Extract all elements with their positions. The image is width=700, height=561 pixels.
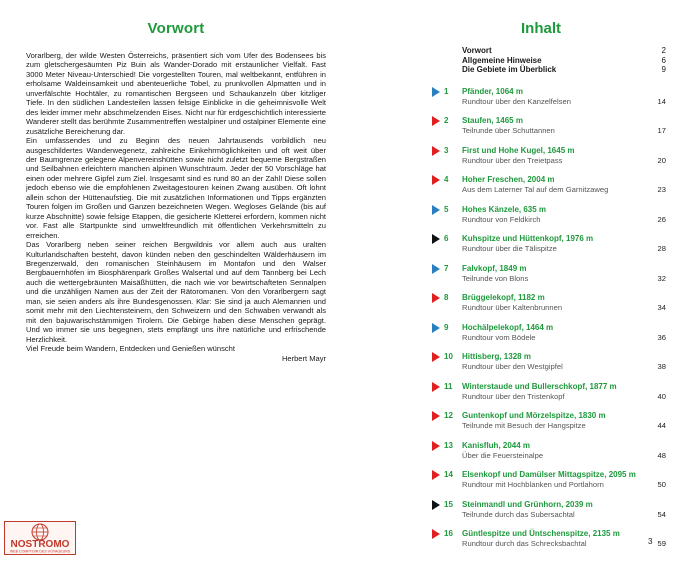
toc-entry-allgemeine-hinweise[interactable] [432,56,666,66]
tour-description: Über die Feuersteinalpe [462,450,544,460]
toc-entry-vorwort[interactable] [432,46,666,56]
tour-marker-blue-icon [432,264,440,274]
tour-marker-red-icon [432,293,440,303]
tour-altitude: 1064 m [495,86,523,96]
tour-altitude: 1976 m [566,234,594,243]
tour-page: 34 [657,303,666,312]
toc-entry-label: Vorwort [462,46,492,55]
tour-altitude: 1328 m [503,352,531,361]
tour-marker-red-icon [432,470,440,480]
tour-marker-red-icon [432,529,440,539]
toc-entry-page: 9 [661,65,666,74]
toc-entry-label: Die Gebiete im Überblick [462,65,557,74]
tour-number: 14 [444,470,453,479]
toc-tour-entry[interactable] [432,292,666,322]
tour-description: Rundtour vom Bödele [462,332,536,342]
tour-marker-red-icon [432,411,440,421]
tour-page: 50 [657,480,666,489]
tour-altitude: 2044 m [502,440,531,450]
tour-name: Hittisberg [462,352,500,361]
tour-number: 6 [444,234,449,243]
tour-name: Pfänder [462,86,492,96]
tour-marker-red-icon [432,175,440,185]
tour-altitude: 2004 m [527,175,555,184]
toc-tour-entry[interactable] [432,86,666,116]
tour-page: 20 [657,155,666,165]
logo-tagline: WEB COMPTOIR DES VOYAGEURS [9,549,71,554]
tour-name: Elsenkopf und Damülser Mittagspitze [462,470,605,479]
tour-page: 26 [657,214,666,224]
vorwort-body [26,51,326,354]
author-signature: Herbert Mayr [281,353,326,363]
tour-number: 5 [444,204,449,214]
tour-description: Rundtour über den Tristenkopf [462,391,565,401]
tour-name: Hoher Freschen [462,175,523,184]
tour-name: Kuhspitze und Hüttenkopf [462,234,562,243]
tour-marker-red-icon [432,146,440,156]
tour-description: Rundtour von Feldkirch [462,214,541,224]
tour-altitude: 2039 m [565,499,593,509]
tour-altitude: 1464 m [526,322,554,332]
vorwort-title: Vorwort [147,20,205,37]
globe-logo-icon [5,522,75,554]
tour-altitude: 1645 m [547,145,575,155]
toc-tour-entry[interactable] [432,410,666,440]
tour-altitude: 635 m [523,204,547,214]
toc-entry-page: 6 [661,55,666,65]
tour-page: 14 [657,96,666,106]
tour-description: Teilrunde durch das Subersachtal [462,509,575,519]
tour-title: Güntlespitze und Üntschenspitze, 2135 m [462,529,620,538]
toc-tour-entry[interactable] [432,440,666,470]
tour-altitude: 1877 m [589,381,617,391]
vorwort-column [26,20,326,363]
tour-description: Rundtour durch das Schrecksbachtal [462,539,587,548]
tour-name: Hochälpelekopf [462,322,522,332]
tour-page: 36 [657,332,666,342]
nostromo-logo [4,521,76,555]
toc-tour-entry[interactable] [432,204,666,234]
inhalt-column [432,20,666,558]
tour-title: Guntenkopf und Mörzelspitze, 1830 m [462,411,606,420]
toc-tour-entry[interactable] [432,381,666,411]
tour-name: Brüggelekopf [462,293,514,302]
tour-number: 8 [444,293,449,302]
tour-altitude: 2135 m [592,529,620,538]
toc-tour-entry[interactable] [432,499,666,529]
tour-title: Hoher Freschen, 2004 m [462,175,555,184]
tour-description: Rundtour mit Hochblanken und Portlahorn [462,480,604,489]
logo-wordmark: NOSTROMO [10,539,70,550]
tour-name: Guntenkopf und Mörzelspitze [462,411,574,420]
tour-name: Winterstaude und Bullerschkopf [462,381,586,391]
page-number: 3 [648,537,653,546]
tour-number: 16 [444,529,453,538]
tour-number: 3 [444,145,449,155]
tour-altitude: 1830 m [578,411,606,420]
tour-marker-black-icon [432,234,440,244]
toc-tour-entry[interactable] [432,115,666,145]
tour-number: 15 [444,499,453,509]
vorwort-paragraph: Ein umfassendes und zu Beginn des neuen Jahrtausends vorbildlich neu ausgeschildertes Wanderwegenetz, zahlreiche Einkehrmöglichkeiten und oft weit über der Baumgrenze gelegene Alpenvereinshütten sowie nicht zuletzt bequeme Bergstraßen und Seilbahnen erleichtern manchen alpinen Wunschtraum. Jeder der 50 Vorschläge hat einen oder mehrere Gipfel zum Ziel. Insgesamt sind es rund 80 an der Zahl! Diese sollen jedoch ebenso wie die empfohlenen Zweitagestouren keinen Zwang ausüben. Oft lohnt allein schon der Hüttenaufstieg. Die mit zusätzlichen Informationen und Tipps ergänzten Touren folgen im Großen und Ganzen bezeichneten Wegen. Wegloses Gelände (bis auf kurze Abschnitte) sowie felsige Etappen, die gesicherte Kletterei erfordern, kommen nicht vor. Fast alle Startpunkte sind umweltfreundlich mit öffentlichen Verkehrsmitteln zu erreichen. [26,136,326,240]
tour-page: 44 [657,421,666,430]
tour-marker-blue-icon [432,323,440,333]
tour-name: Falvkopf [462,263,495,273]
tour-description: Rundtour über Kaltenbrunnen [462,303,563,312]
tour-page: 38 [657,362,666,371]
tour-number: 7 [444,263,449,273]
vorwort-closing: Viel Freude beim Wandern, Entdecken und Genießen wünscht [26,344,235,354]
tour-list [432,86,666,558]
tour-title: Kuhspitze und Hüttenkopf, 1976 m [462,234,594,243]
tour-number: 1 [444,86,449,96]
tour-title: Kanisfluh, 2044 m [462,440,531,450]
front-matter-list [432,46,666,75]
tour-description: Aus dem Laterner Tal auf dem Garnitzaweg [462,185,609,194]
tour-page: 48 [657,450,666,460]
tour-description: Rundtour über den Kanzelfelsen [462,96,571,106]
toc-tour-entry[interactable] [432,233,666,263]
tour-title: Winterstaude und Bullerschkopf, 1877 m [462,381,617,391]
tour-name: First und Hohe Kugel [462,145,543,155]
tour-title: Elsenkopf und Damülser Mittagspitze, 2095 m [462,470,636,479]
tour-number: 4 [444,175,449,184]
tour-name: Güntlespitze und Üntschenspitze [462,529,589,538]
tour-number: 12 [444,411,453,420]
toc-tour-entry[interactable] [432,351,666,381]
tour-name: Hohes Känzele [462,204,519,214]
toc-tour-entry[interactable] [432,469,666,499]
tour-description: Teilrunde von Blons [462,273,529,283]
toc-tour-entry[interactable] [432,322,666,352]
toc-entry-page: 2 [661,46,666,55]
tour-title: Hohes Känzele, 635 m [462,204,547,214]
tour-page: 54 [657,509,666,519]
toc-tour-entry[interactable] [432,528,666,558]
tour-marker-black-icon [432,500,440,510]
tour-number: 9 [444,322,449,332]
tour-page: 32 [657,273,666,283]
tour-name: Steinmandl und Grünhorn [462,499,562,509]
tour-title: Steinmandl und Grünhorn, 2039 m [462,499,593,509]
toc-entry-gebiete-ueberblick[interactable] [432,65,666,75]
tour-marker-blue-icon [432,87,440,97]
tour-title: Brüggelekopf, 1182 m [462,293,545,302]
tour-number: 11 [444,381,453,391]
tour-marker-red-icon [432,382,440,392]
tour-title: Hochälpelekopf, 1464 m [462,322,554,332]
toc-tour-entry[interactable] [432,174,666,204]
tour-description: Rundtour über den Treietpass [462,155,563,165]
tour-description: Teilrunde mit Besuch der Hangspitze [462,421,586,430]
tour-description: Rundtour über den Westgipfel [462,362,563,371]
tour-altitude: 1182 m [518,293,545,302]
toc-tour-entry[interactable] [432,145,666,175]
tour-name: Staufen [462,116,492,125]
vorwort-paragraph: Vorarlberg, der wilde Westen Österreichs, präsentiert sich vom Ufer des Bodensees bis zum gletschergesäumten Piz Buin als Wander-Dorado mit erstaunlicher Vielfalt. Fast 3000 Meter Niveau-Unterschied! Die vorgestellten Touren, mal weltbekannt, entführen in erholsame Waldeinsamkeit und abenteuerliche Tobel, zu prunkvollen Alpmatten und in unverfälschte Hochtäler, zu romantischen Bergseen und Schaukanzeln über kitzliger Tiefe. In den südlichen Landesteilen lassen felsige Einblicke in die geheimnisvolle Welt des leider immer mehr abschmelzenden Eises. Nicht nur für erdgeschichtlich interessierte Wanderer stellt das berühmte Zusammentreffen westalpiner und ostalpiner Elemente eine zusätzliche Bereicherung dar. [26,51,326,136]
toc-tour-entry[interactable] [432,263,666,293]
vorwort-paragraph: Das Vorarlberg neben seiner reichen Bergwildnis vor allem auch aus uralten Kulturlandschaften besteht, davon künden neben den geschindelten Wälderhäusern im Bregenzerwald, den romanischen Steinhäusern im Montafon und den Walser Bergbauernhöfen im Biosphärenpark Großes Walsertal und auf dem Tannberg bei Lech auch die wettergebräunten Maisäßhütten, die nach wie vor bewirtschafteten Sennalpen und die unzähligen Namen aus der Zeit der Rätoromanen. Von den Vorarlbergern sagt man, sie seien anders als ihre Bundesgenossen. Klar: Sie sind ja auch Alemannen und somit mehr mit den Liechtensteinern, den Schweizern und den Schwaben verwandt als mit den bajuwarischstämmigen Tirolern. Die Gebirge haben diese Menschen geprägt. Und wo immer sie uns begegnen, stets empfängt uns ihre natürliche und erfrischende Herzlichkeit. [26,240,326,344]
tour-title: Pfänder, 1064 m [462,86,523,96]
tour-altitude: 1465 m [495,116,523,125]
tour-page: 28 [657,244,666,253]
tour-page: 59 [657,539,666,548]
tour-title: Falvkopf, 1849 m [462,263,527,273]
tour-altitude: 1849 m [499,263,527,273]
tour-description: Teilrunde über Schuttannen [462,126,555,135]
inhalt-title: Inhalt [521,20,561,37]
tour-number: 13 [444,440,453,450]
tour-title: First und Hohe Kugel, 1645 m [462,145,575,155]
tour-marker-blue-icon [432,205,440,215]
tour-name: Kanisfluh [462,440,499,450]
tour-number: 10 [444,352,453,361]
tour-page: 23 [657,185,666,194]
tour-marker-red-icon [432,116,440,126]
tour-description: Rundtour über die Tälispitze [462,244,557,253]
tour-number: 2 [444,116,449,125]
tour-marker-red-icon [432,352,440,362]
tour-title: Staufen, 1465 m [462,116,523,125]
toc-entry-label: Allgemeine Hinweise [462,55,542,65]
tour-page: 17 [657,126,666,135]
tour-marker-red-icon [432,441,440,451]
tour-title: Hittisberg, 1328 m [462,352,531,361]
tour-page: 40 [657,391,666,401]
tour-altitude: 2095 m [608,470,636,479]
